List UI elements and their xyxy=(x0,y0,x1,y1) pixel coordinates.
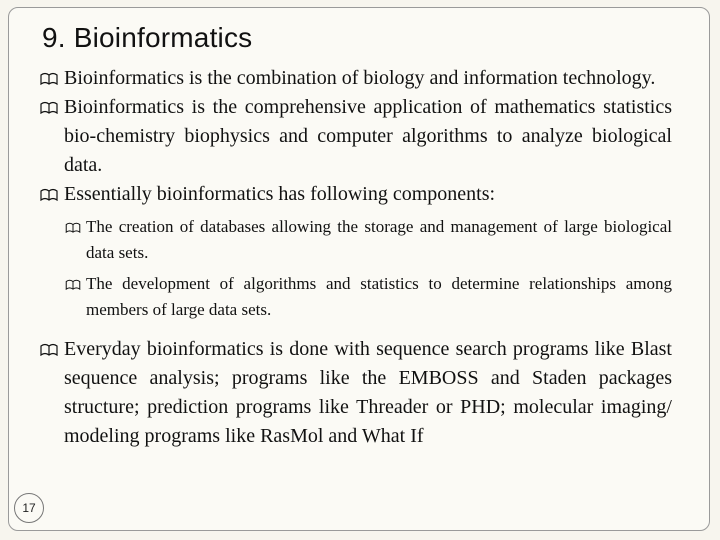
book-bullet-icon xyxy=(64,279,82,290)
bullet-text: Everyday bioinformatics is done with sequence search programs like Blast sequence analysis; programs like the EMBOSS and Staden packages structure; prediction programs like Threader or PHD; molecular imaging/ modeling programs like RasMol and What If xyxy=(64,338,672,447)
book-bullet-icon xyxy=(64,222,82,233)
sub-bullet-text: The development of algorithms and statistics to determine relationships among members of large data sets. xyxy=(86,274,672,319)
bullet-list xyxy=(40,64,672,451)
bullet-item xyxy=(40,93,672,180)
page-number: 17 xyxy=(14,493,44,523)
bullet-text: Essentially bioinformatics has following components: xyxy=(64,183,496,205)
book-bullet-icon xyxy=(40,343,58,356)
bullet-item xyxy=(40,180,672,209)
bullet-text: Bioinformatics is the comprehensive application of mathematics statistics bio-chemistry biophysics and computer algorithms to analyze biological data. xyxy=(64,96,672,176)
book-bullet-icon xyxy=(40,72,58,85)
slide-title: 9. Bioinformatics xyxy=(42,22,253,53)
bullet-item xyxy=(40,64,672,93)
bullet-item xyxy=(40,335,672,451)
book-bullet-icon xyxy=(40,101,58,114)
sub-bullet-item xyxy=(40,271,672,323)
book-bullet-icon xyxy=(40,188,58,201)
sub-bullet-text: The creation of databases allowing the storage and management of large biological data sets. xyxy=(86,217,672,262)
sub-bullet-item xyxy=(40,214,672,266)
bullet-text: Bioinformatics is the combination of biology and information technology. xyxy=(64,67,656,89)
